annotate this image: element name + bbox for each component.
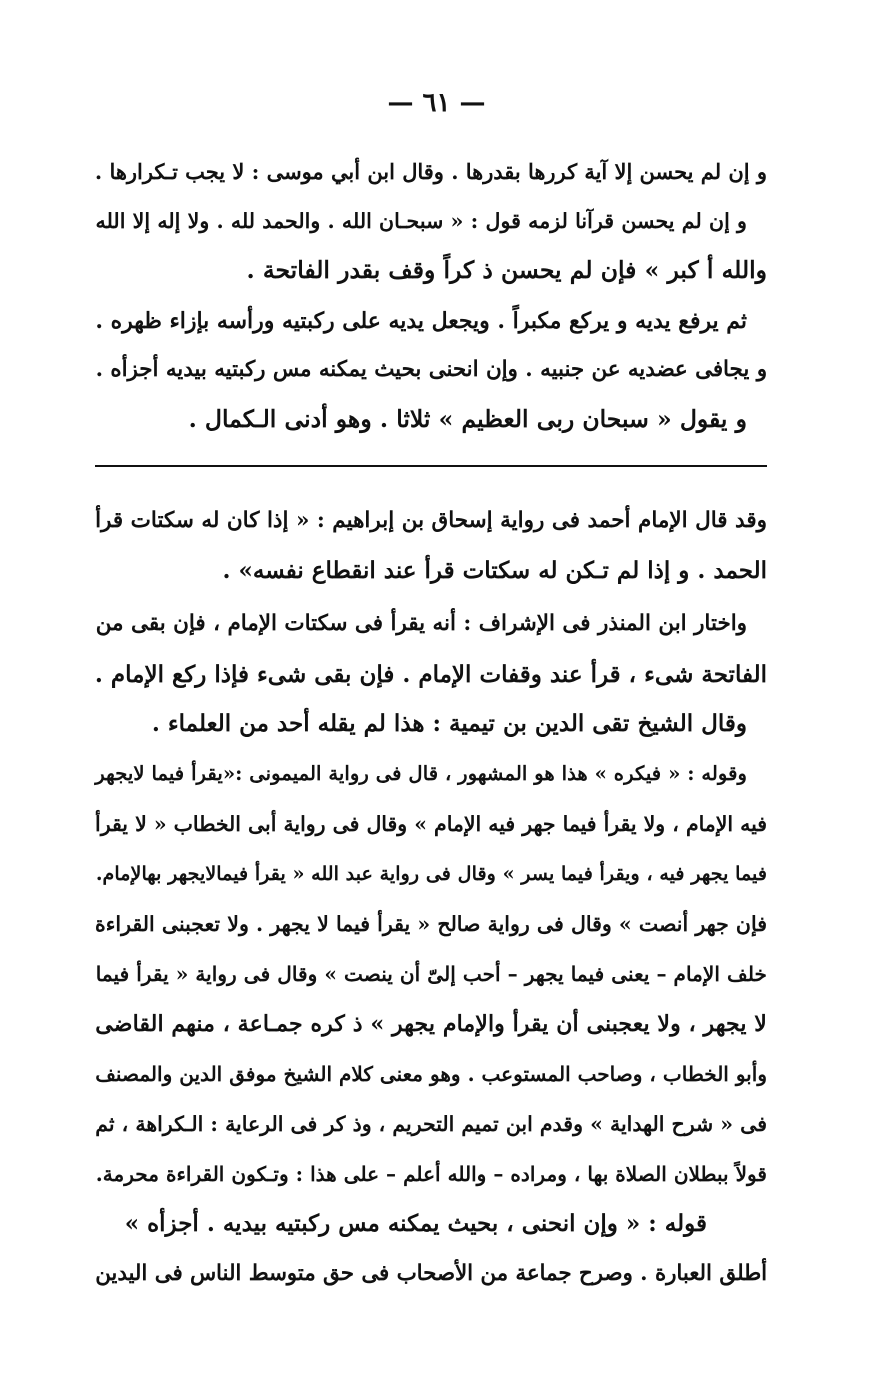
- main-line: و إن لم يحسن قرآنا لزمه قول : « سبحـان الله . والحمد لله . ولا إله إلا الله: [95, 209, 747, 233]
- main-line: والله أ كبر » فإن لم يحسن ذ كراً وقف بقدر الفاتحة .: [246, 256, 767, 284]
- main-line: و يجافى عضديه عن جنبيه . وإن انحنى بحيث يمكنه مس ركبتيه بيديه أجزأه .: [95, 357, 767, 382]
- commentary-line: فيه الإمام ، ولا يقرأ فيما جهر فيه الإمام » وقال فى رواية أبى الخطاب « لا يقرأ: [95, 812, 767, 836]
- commentary-line: قوله : « وإن انحنى ، بحيث يمكنه مس ركبتيه بيديه . أجزأه »: [124, 1210, 707, 1237]
- commentary-line: واختار ابن المنذر فى الإشراف : أنه يقرأ فى سكتات الإمام ، فإن بقى من: [95, 611, 747, 636]
- commentary-line: قولاً ببطلان الصلاة بها ، ومراده – والله أعلم – على هذا : وتـكون القراءة محرمة.: [95, 1162, 767, 1186]
- page-number: — ٦١ —: [387, 88, 486, 118]
- commentary-line: خلف الإمام – يعنى فيما يجهر – أحب إلىّ أن ينصت » وقال فى رواية « يقرأ فيما: [95, 962, 767, 986]
- commentary-line: وقوله : « فيكره » هذا هو المشهور ، قال فى رواية الميمونى :«يقرأ فيما لايجهر: [95, 762, 747, 785]
- commentary-line: وقال الشيخ تقى الدين بن تيمية : هذا لم يقله أحد من العلماء .: [151, 710, 747, 737]
- commentary-line: فيما يجهر فيه ، ويقرأ فيما يسر » وقال فى رواية عبد الله « يقرأ فيمالايجهر بهالإمام.: [95, 862, 767, 885]
- main-line: ثم يرفع يديه و يركع مكبراً . ويجعل يديه على ركبتيه ورأسه بإزاء ظهره .: [95, 308, 747, 334]
- commentary-line: فى « شرح الهداية » وقدم ابن تميم التحريم ، وذ كر فى الرعاية : الـكراهة ، ثم: [95, 1112, 767, 1136]
- commentary-line: فإن جهر أنصت » وقال فى رواية صالح « يقرأ فيما لا يجهر . ولا تعجبنى القراءة: [95, 912, 767, 936]
- commentary-line: الحمد . و إذا لم تـكن له سكتات قرأ عند انقطاع نفسه» .: [222, 557, 767, 584]
- commentary-line: أطلق العبارة . وصرح جماعة من الأصحاب فى حق متوسط الناس فى اليدين: [95, 1261, 767, 1286]
- commentary-line: الفاتحة شىء ، قرأ عند وقفات الإمام . فإن بقى شىء فإذا ركع الإمام .: [94, 661, 767, 688]
- footnote-separator-rule: [95, 465, 767, 467]
- commentary-line: وأبو الخطاب ، وصاحب المستوعب . وهو معنى كلام الشيخ موفق الدين والمصنف: [95, 1062, 767, 1086]
- commentary-line: وقد قال الإمام أحمد فى رواية إسحاق بن إبراهيم : « إذا كان له سكتات قرأ: [95, 508, 767, 533]
- commentary-line: لا يجهر ، ولا يعجبنى أن يقرأ والإمام يجهر » ذ كره جمـاعة ، منهم القاضى: [95, 1011, 767, 1037]
- main-line: و إن لم يحسن إلا آية كررها بقدرها . وقال ابن أبي موسى : لا يجب تـكرارها .: [94, 159, 767, 184]
- main-line: و يقول « سبحان ربى العظيم » ثلاثا . وهو أدنى الـكمال .: [188, 405, 747, 433]
